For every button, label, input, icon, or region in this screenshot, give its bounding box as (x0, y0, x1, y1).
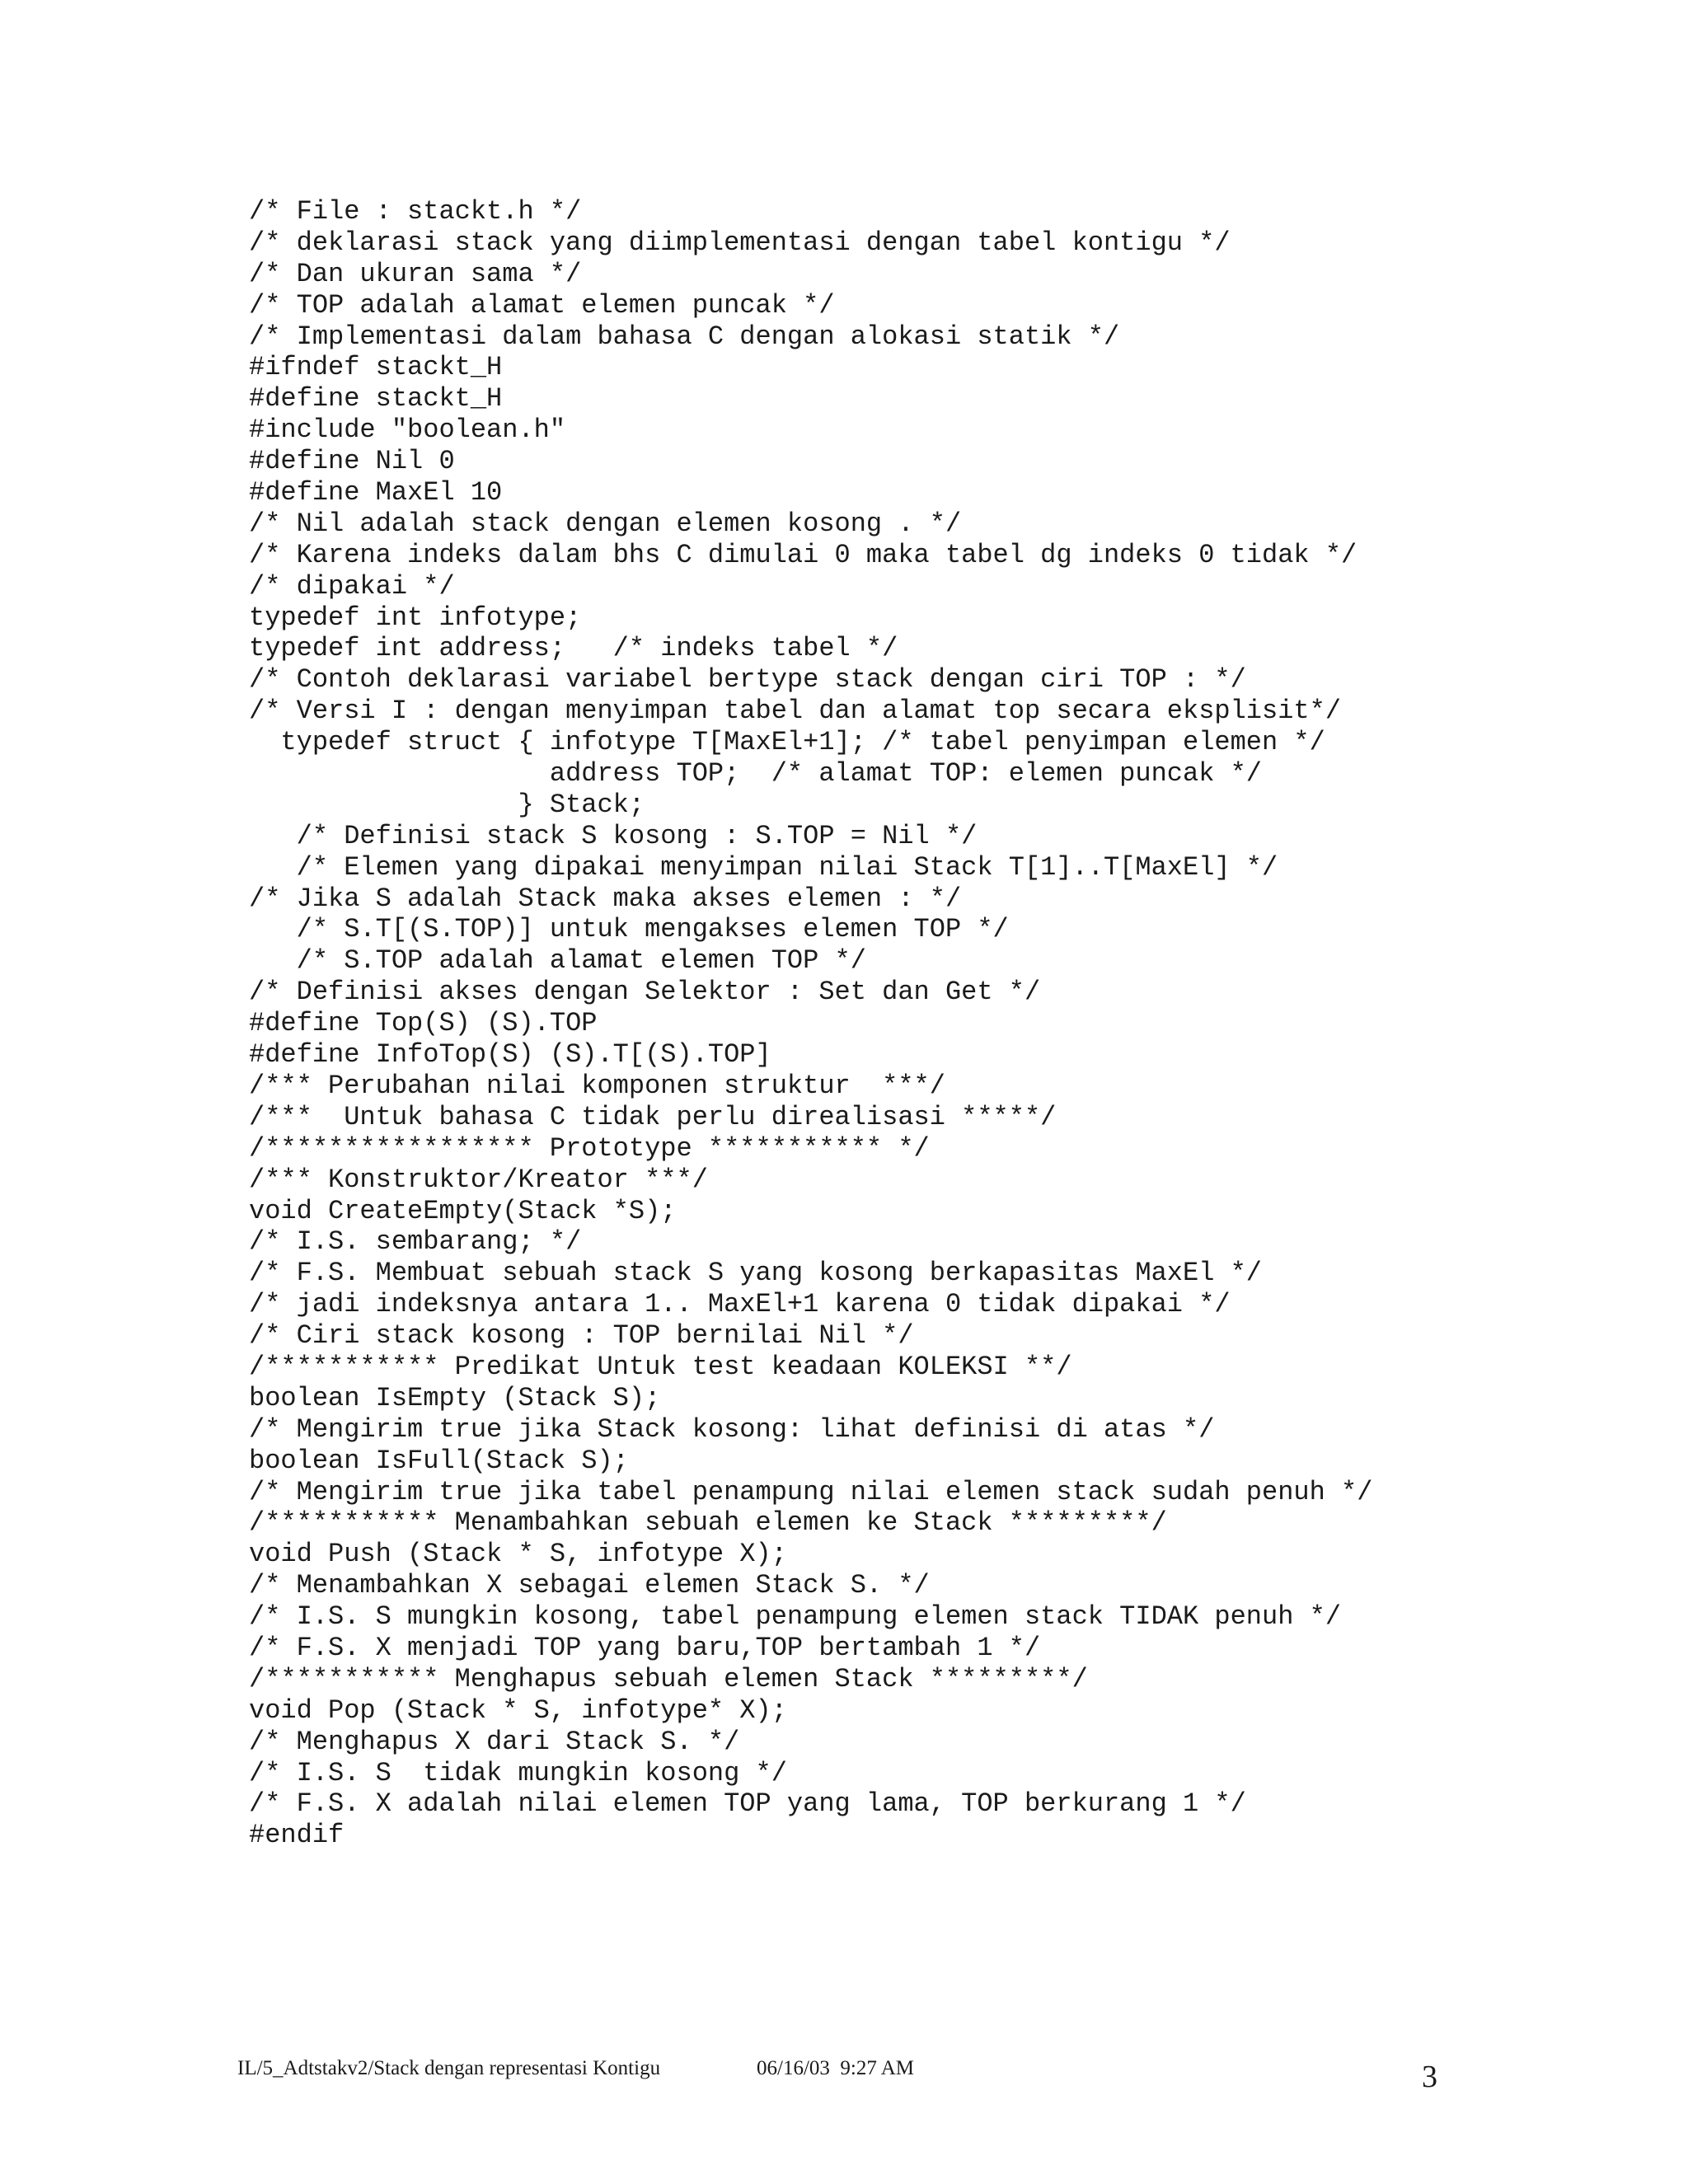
code-line: /* Definisi stack S kosong : S.TOP = Nil */ (249, 820, 978, 851)
code-line: #define stackt_H (249, 383, 503, 415)
code-line: typedef int infotype; (249, 602, 582, 633)
code-line: /* F.S. X menjadi TOP yang baru,TOP bertambah 1 */ (249, 1632, 1041, 1663)
code-line: #include "boolean.h" (249, 415, 566, 446)
code-line: /* S.T[(S.TOP)] untuk mengakses elemen TOP */ (249, 914, 1009, 945)
code-line: void CreateEmpty(Stack *S); (249, 1195, 677, 1226)
code-line: /*********** Predikat Untuk test keadaan KOLEKSI **/ (249, 1351, 1072, 1382)
code-line: /* S.TOP adalah alamat elemen TOP */ (249, 945, 866, 977)
code-line: /* I.S. sembarang; */ (249, 1226, 582, 1258)
code-line: #define Nil 0 (249, 446, 455, 477)
code-line: /* Mengirim true jika tabel penampung nilai elemen stack sudah penuh */ (249, 1476, 1373, 1507)
code-line: #endif (249, 1820, 345, 1851)
code-line: } Stack; (249, 789, 645, 820)
code-line: /* Nil adalah stack dengan elemen kosong . */ (249, 508, 962, 539)
code-line: #define MaxEl 10 (249, 477, 503, 509)
code-line: /* jadi indeksnya antara 1.. MaxEl+1 karena 0 tidak dipakai */ (249, 1289, 1231, 1320)
code-listing (249, 196, 1372, 1851)
code-line: /*** Konstruktor/Kreator ***/ (249, 1164, 708, 1195)
code-line: #ifndef stackt_H (249, 352, 503, 383)
code-line: /* F.S. X adalah nilai elemen TOP yang lama, TOP berkurang 1 */ (249, 1788, 1246, 1820)
code-line: /* File : stackt.h */ (249, 196, 582, 227)
code-line: /* deklarasi stack yang diimplementasi dengan tabel kontigu */ (249, 227, 1231, 258)
code-line: /* F.S. Membuat sebuah stack S yang kosong berkapasitas MaxEl */ (249, 1258, 1262, 1289)
code-line: /* Contoh deklarasi variabel bertype stack dengan ciri TOP : */ (249, 664, 1246, 696)
code-line: void Push (Stack * S, infotype X); (249, 1539, 787, 1570)
code-line: /* Jika S adalah Stack maka akses elemen : */ (249, 883, 962, 914)
code-line: boolean IsEmpty (Stack S); (249, 1382, 661, 1413)
code-line: /*********** Menghapus sebuah elemen Stack *********/ (249, 1663, 1088, 1694)
code-line: /* Menambahkan X sebagai elemen Stack S. */ (249, 1570, 930, 1601)
code-line: /* Definisi akses dengan Selektor : Set dan Get */ (249, 977, 1041, 1008)
footer-file-path: IL/5_Adtstakv2/Stack dengan representasi Kontigu (237, 2057, 661, 2079)
code-line: /* Dan ukuran sama */ (249, 258, 582, 289)
code-line: /* dipakai */ (249, 570, 455, 602)
code-line: typedef struct { infotype T[MaxEl+1]; /* tabel penyimpan elemen */ (249, 727, 1325, 758)
code-line: boolean IsFull(Stack S); (249, 1445, 629, 1476)
code-line: /* Elemen yang dipakai menyimpan nilai Stack T[1]..T[MaxEl] */ (249, 851, 1278, 883)
code-line: /* Ciri stack kosong : TOP bernilai Nil */ (249, 1320, 914, 1352)
code-line: /* I.S. S mungkin kosong, tabel penampung elemen stack TIDAK penuh */ (249, 1601, 1342, 1633)
code-line: /* Versi I : dengan menyimpan tabel dan alamat top secara eksplisit*/ (249, 696, 1342, 727)
code-line: /* Implementasi dalam bahasa C dengan alokasi statik */ (249, 321, 1120, 352)
code-line: /* TOP adalah alamat elemen puncak */ (249, 289, 835, 321)
code-line: /* I.S. S tidak mungkin kosong */ (249, 1757, 787, 1788)
code-line: /***************** Prototype *********** */ (249, 1132, 930, 1164)
footer-date: 06/16/03 9:27 AM (757, 2057, 914, 2079)
code-line: /*** Perubahan nilai komponen struktur ***/ (249, 1070, 945, 1101)
code-line: typedef int address; /* indeks tabel */ (249, 633, 898, 664)
code-line: void Pop (Stack * S, infotype* X); (249, 1694, 787, 1726)
code-line: /* Menghapus X dari Stack S. */ (249, 1726, 740, 1757)
page-number: 3 (1422, 2060, 1437, 2094)
code-line: /*********** Menambahkan sebuah elemen ke Stack *********/ (249, 1507, 1167, 1539)
code-line: #define InfoTop(S) (S).T[(S).TOP] (249, 1039, 771, 1071)
code-line: #define Top(S) (S).TOP (249, 1008, 598, 1039)
code-line: address TOP; /* alamat TOP: elemen puncak */ (249, 758, 1262, 790)
code-line: /*** Untuk bahasa C tidak perlu direalisasi *****/ (249, 1101, 1057, 1132)
code-line: /* Karena indeks dalam bhs C dimulai 0 maka tabel dg indeks 0 tidak */ (249, 539, 1357, 570)
code-line: /* Mengirim true jika Stack kosong: lihat definisi di atas */ (249, 1413, 1215, 1445)
